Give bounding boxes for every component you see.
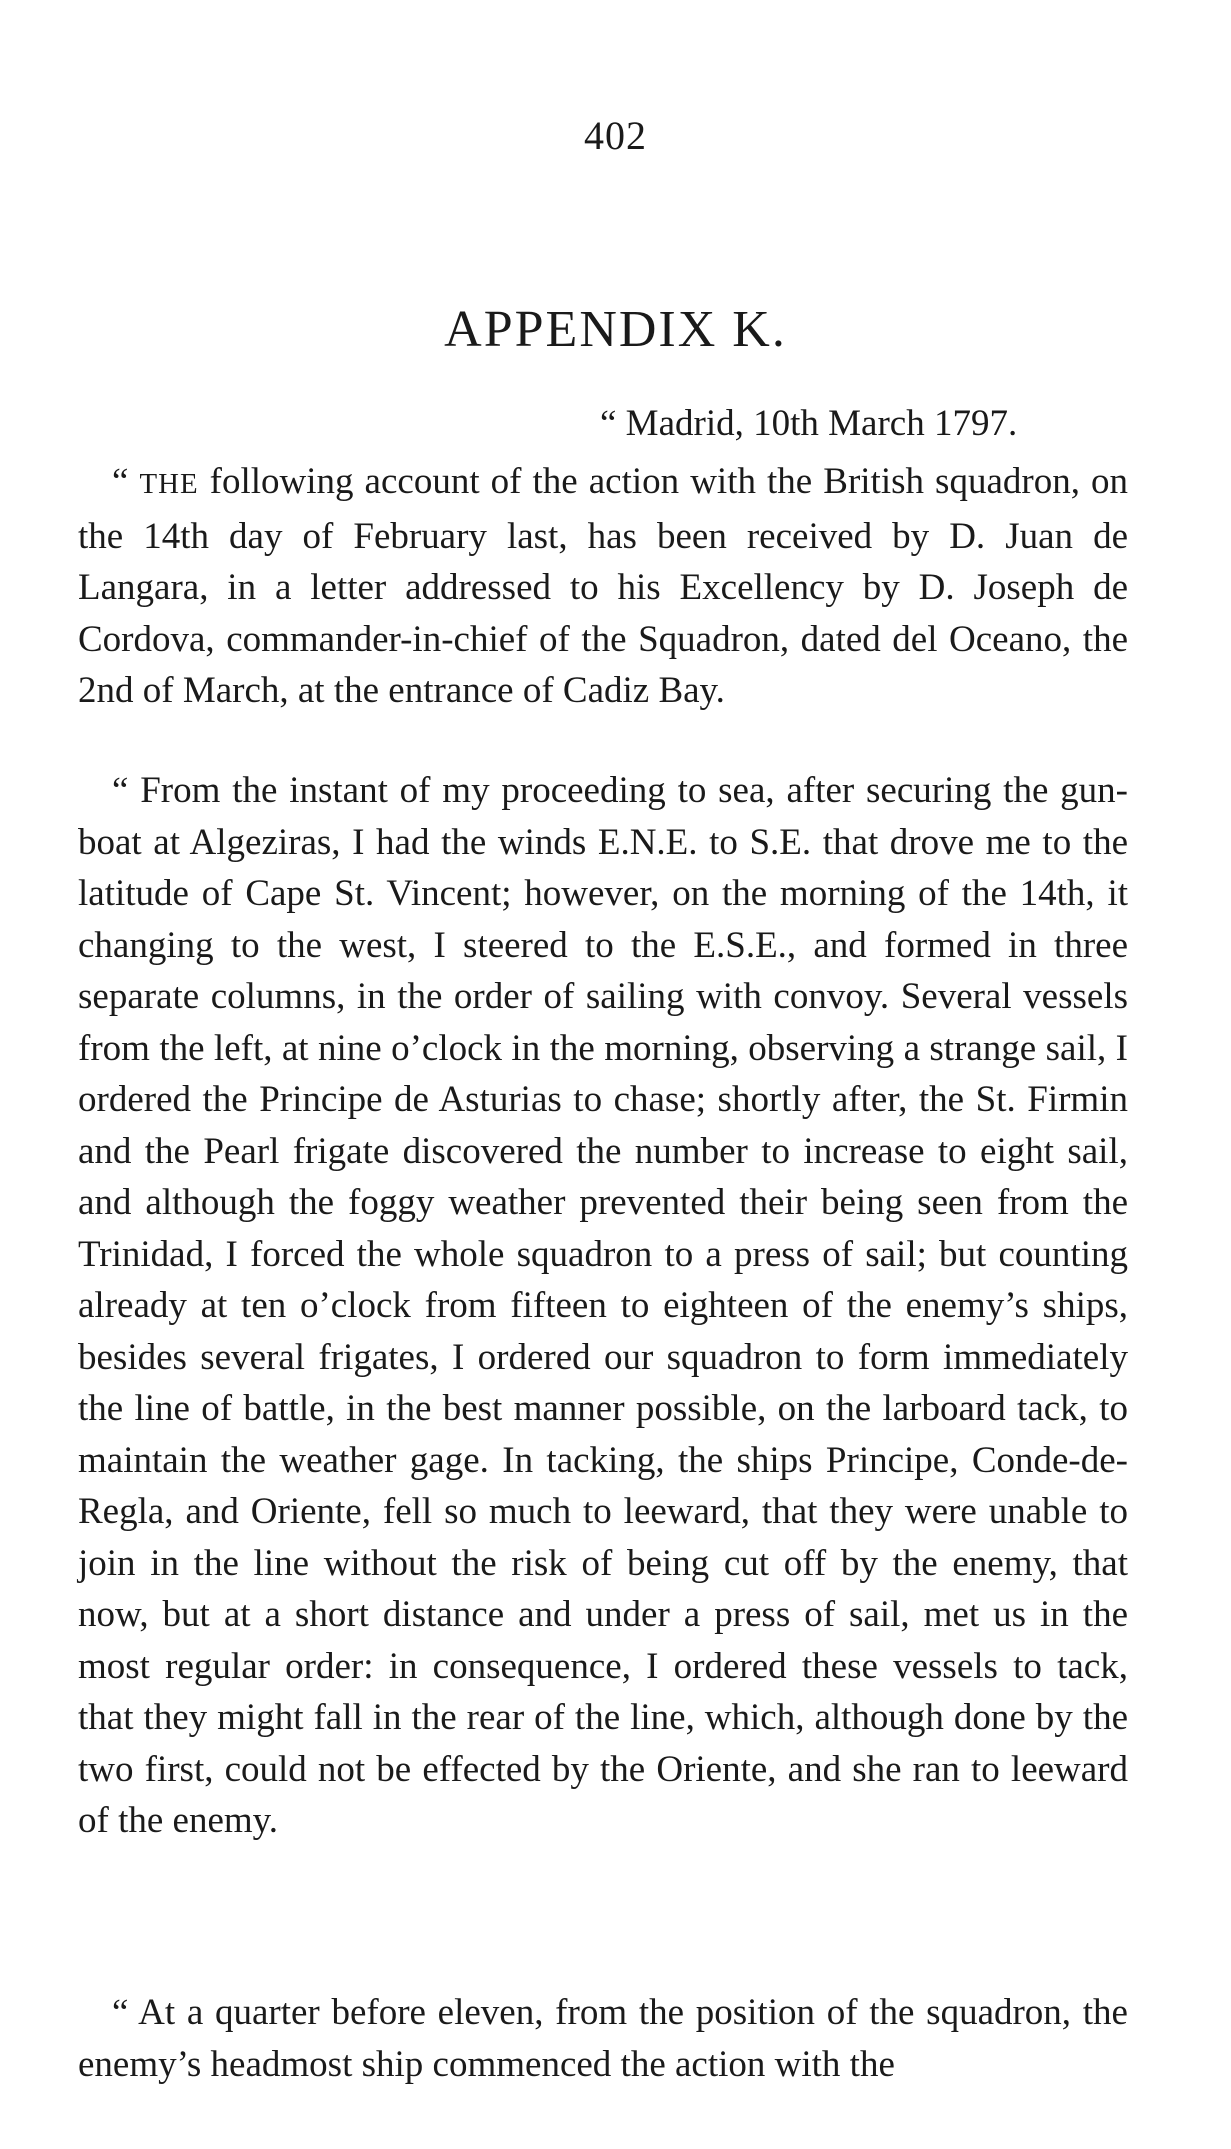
paragraph-2 (78, 765, 1128, 1847)
opening-quote: “ (112, 461, 140, 502)
paragraph-2-text (78, 765, 1128, 1847)
small-caps-lead: THE (139, 468, 199, 500)
dateline: “ Madrid, 10th March 1797. (600, 403, 1018, 444)
opening-quote: “ (112, 1992, 139, 2033)
paragraph-3 (78, 1987, 1128, 2090)
appendix-heading: APPENDIX K. (444, 301, 787, 358)
paragraph-body: At a quarter before eleven, from the position of the squadron, the enemy’s headmost ship commenced the action with the (78, 1992, 1128, 2085)
opening-quote: “ (112, 770, 141, 811)
paragraph-body: following account of the action with the British squadron, on the 14th day of February last, has been received by D. Juan de Langara, in a letter addressed to his Excellency by D. Joseph de Cordova, commander-in-chief of the Squadron, dated del Oceano, the 2nd of March, at the entrance of Cadiz Bay. (78, 461, 1128, 711)
paragraph-1 (78, 456, 1128, 717)
paragraph-1-text (78, 456, 1128, 717)
paragraph-body: From the instant of my proceeding to sea, after securing the gun-boat at Algeziras, I had the winds E.N.E. to S.E. that drove me to the latitude of Cape St. Vincent; however, on the morning of the 14th, it changing to the west, I steered to the E.S.E., and formed in three separate columns, in the order of sailing with convoy. Several vessels from the left, at nine o’clock in the morning, observing a strange sail, I ordered the Principe de Asturias to chase; shortly after, the St. Firmin and the Pearl frigate discovered the number to increase to eight sail, and although the foggy weather prevented their being seen from the Trinidad, I forced the whole squadron to a press of sail; but counting already at ten o’clock from fifteen to eighteen of the enemy’s ships, besides several frigates, I ordered our squadron to form immediately the line of battle, in the best manner possible, on the larboard tack, to maintain the weather gage. In tacking, the ships Principe, Conde-de-Regla, and Oriente, fell so much to leeward, that they were unable to join in the line without the risk of being cut off by the enemy, that now, but at a short distance and under a press of sail, met us in the most regular order: in consequence, I ordered these vessels to tack, that they might fall in the rear of the line, which, although done by the two first, could not be effected by the Oriente, and she ran to leeward of the enemy. (78, 770, 1128, 1841)
page-number: 402 (584, 113, 647, 158)
paragraph-3-text (78, 1987, 1128, 2090)
